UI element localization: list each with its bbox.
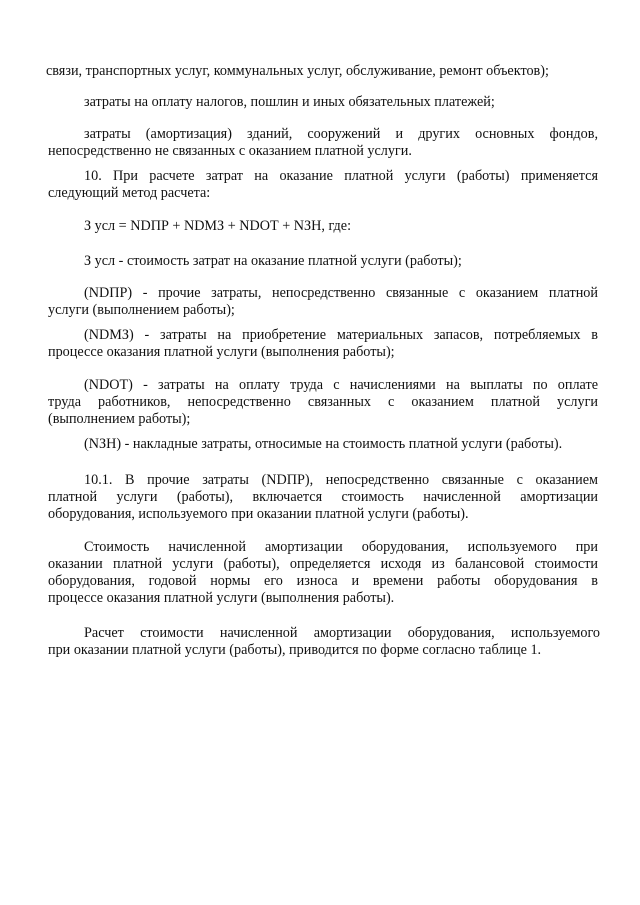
text-line: Расчет стоимости начисленной амортизации оборудования, используемого [84,625,600,641]
text-line: затраты (амортизация) зданий, сооружений и других основных фондов, [84,126,598,142]
paragraph-10-1 [48,472,598,523]
text-line: при оказании платной услуги (работы), приводится по форме согласно таблице 1. [48,642,542,658]
text-line: Стоимость начисленной амортизации оборудования, используемого при [84,539,598,555]
text-line: услуги (выполнением работы); [48,302,235,318]
paragraph-taxes [84,94,634,111]
definition-nzn [84,436,634,453]
text-line: оказании платной услуги (работы), определяется исходя из балансовой стоимости [48,556,598,572]
definition-ndpr [48,285,598,319]
definition-ndot [48,377,598,428]
paragraph-table-reference [48,625,600,659]
paragraph-calculation-method [48,168,598,202]
text-line: (NЗН) - накладные затраты, относимые на стоимость платной услуги (работы). [84,436,563,452]
paragraph-services-continuation [46,63,598,80]
text-line: труда работников, непосредственно связанных с оказанием платной услуги [48,394,598,410]
text-line: оборудования, используемого при оказании платной услуги (работы). [48,506,469,522]
text-line: (NDОТ) - затраты на оплату труда с начислениями на выплаты по оплате [84,377,598,393]
definition-ndmz [48,327,598,361]
text-line: (выполнением работы); [48,411,191,427]
text-line: платной услуги (работы), включается стоимость начисленной амортизации [48,489,598,505]
text-line: оборудования, годовой нормы его износа и времени работы оборудования в [48,573,598,589]
text-line: непосредственно не связанных с оказанием платной услуги. [48,143,412,159]
text-line: связи, транспортных услуг, коммунальных услуг, обслуживание, ремонт объектов); [46,63,549,79]
text-line: (NDМЗ) - затраты на приобретение материальных запасов, потребляемых в [84,327,598,343]
text-line: З усл - стоимость затрат на оказание платной услуги (работы); [84,253,462,269]
text-line: процессе оказания платной услуги (выполнения работы). [48,590,395,606]
paragraph-depreciation-cost [48,539,598,607]
paragraph-depreciation-buildings [48,126,598,160]
formula-text: З усл = NDПР + NDМЗ + NDОТ + NЗН, где: [84,218,352,234]
formula [84,218,634,235]
text-line: (NDПР) - прочие затраты, непосредственно связанные с оказанием платной [84,285,598,301]
text-line: процессе оказания платной услуги (выполнения работы); [48,344,395,360]
text-line: затраты на оплату налогов, пошлин и иных обязательных платежей; [84,94,495,110]
text-line: 10.1. В прочие затраты (NDПР), непосредственно связанные с оказанием [84,472,598,488]
text-line: следующий метод расчета: [48,185,211,201]
definition-z-usl [84,253,634,270]
text-line: 10. При расчете затрат на оказание платной услуги (работы) применяется [84,168,598,184]
